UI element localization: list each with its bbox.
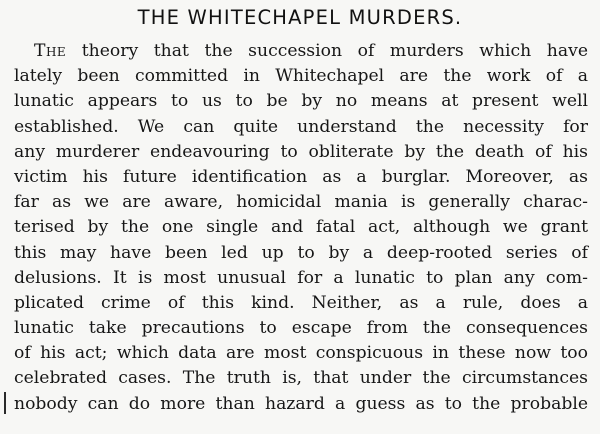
article-line-13: of his act; which data are most conspicuous in these now too bbox=[14, 343, 588, 364]
article-line-11: plicated crime of this kind. Neither, as a rule, does a bbox=[14, 292, 588, 313]
article-body bbox=[14, 39, 588, 417]
article-line-15: nobody can do more than hazard a guess as to the probable bbox=[14, 393, 588, 414]
article-line-7: far as we are aware, homicidal mania is generally charac- bbox=[14, 192, 588, 213]
article-line-4: established. We can quite understand the necessity for bbox=[14, 116, 588, 137]
article-opening-word: The bbox=[34, 41, 67, 61]
article-line-1 bbox=[14, 39, 588, 64]
article-line-2: lately been committed in Whitechapel are the work of a bbox=[14, 66, 588, 87]
article-line-8: terised by the one single and fatal act, although we grant bbox=[14, 217, 588, 238]
article-line-6: victim his future identification as a burglar. Moreover, as bbox=[14, 166, 588, 187]
article-line-9: this may have been led up to by a deep-rooted series of bbox=[14, 242, 588, 263]
article-line-14: celebrated cases. The truth is, that under the circumstances bbox=[14, 368, 588, 389]
column-margin-rule bbox=[4, 392, 6, 414]
article-line-12: lunatic take precautions to escape from the consequences bbox=[14, 318, 588, 339]
article-line-1-text: theory that the succession of murders which have bbox=[66, 41, 588, 61]
article-line-3: lunatic appears to us to be by no means at present well bbox=[14, 91, 588, 112]
article-line-10: delusions. It is most unusual for a lunatic to plan any com- bbox=[14, 267, 588, 288]
article-line-5: any murderer endeavouring to obliterate by the death of his bbox=[14, 141, 588, 162]
article-title: THE WHITECHAPEL MURDERS. bbox=[137, 6, 463, 29]
